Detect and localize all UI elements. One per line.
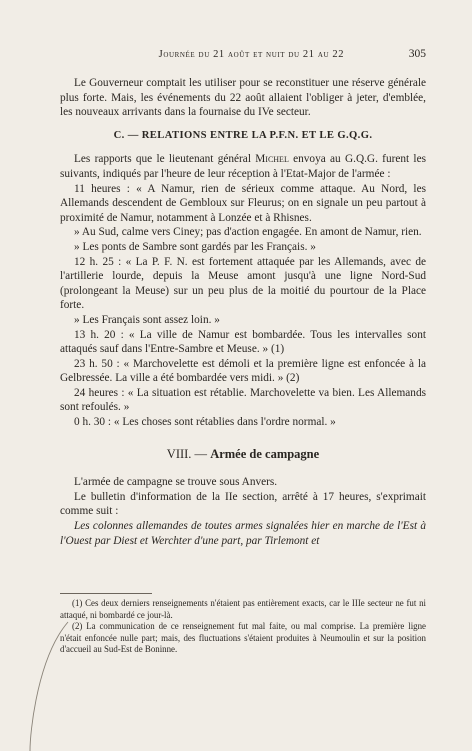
section-c-heading	[60, 129, 426, 144]
report-13h20: 13 h. 20 : « La ville de Namur est bombardée. Tous les intervalles sont attaqués sauf dans l'Entre-Sambre et Meuse. » (1)	[60, 328, 426, 356]
report-12h25-b: est fortement attaquée par les Allemands, avec de l'artillerie lourde, depuis la Meuse amont jusqu'à une ligne Nord-Sud (prolongeant la Meuse) sur un peu plus de la moitié du pourtour de la Place forte.	[60, 255, 426, 312]
report-11h-ponts: » Les ponts de Sambre sont gardés par les Français. »	[74, 240, 316, 253]
running-header	[56, 48, 426, 60]
report-24h: 24 heures : « La situation est rétablie. Marchovelette va bien. Les Allemands sont refoulés. »	[60, 386, 426, 414]
main-text	[60, 76, 426, 548]
report-0h30: 0 h. 30 : « Les choses sont rétablies dans l'ordre normal. »	[74, 416, 336, 429]
report-12h25-pfn: P. F. N.	[151, 255, 188, 268]
report-12h25	[60, 255, 426, 313]
page-number: 305	[408, 48, 426, 60]
relations-intro-b: envoya au G.Q.G. furent les suivants, indiqués par l'heure de leur réception à l'Etat-Major de l'armée :	[60, 153, 426, 180]
section-c-label: C. — RELATIONS ENTRE LA P.F.N. ET LE G.Q.G.	[113, 129, 373, 141]
campagne-p2: Le bulletin d'information de la IIe section, arrêté à 17 heures, s'exprimait comme suit :	[60, 490, 426, 518]
relations-intro-a: Les rapports que le lieutenant général	[74, 153, 256, 166]
footnote-2: (2) La communication de ce renseignement fut mal faite, ou mal comprise. La première ligne n'était enfoncée nulle part; mais, des fluctuations s'étaient produites à Neumoulin et sur la position d'accueil au Sud-Est de Boninne.	[60, 621, 426, 654]
footnote-1: (1) Ces deux derniers renseignements n'étaient pas entièrement exacts, car le IIIe secteur ne fut ni attaqué, ni bombardé ce jour-là.	[60, 598, 426, 620]
report-11h-sud: » Au Sud, calme vers Ciney; pas d'action engagée. En amont de Namur, rien.	[74, 226, 422, 239]
section-viii-title: Armée de campagne	[210, 446, 320, 461]
paragraph-intro: Le Gouverneur comptait les utiliser pour se reconstituer une réserve générale plus forte. Mais, les événements du 22 août allaient l'obliger à jeter, d'emblée, les nouveaux arrivants dans la fournaise du IVe secteur.	[60, 77, 426, 119]
section-viii-roman: VIII. —	[166, 446, 211, 461]
report-12h25-francais: » Les Français sont assez loin. »	[74, 313, 220, 326]
footnotes	[60, 598, 426, 656]
campagne-p1: L'armée de campagne se trouve sous Anvers.	[74, 476, 278, 489]
campagne-p3: Les colonnes allemandes de toutes armes signalées hier en marche de l'Est à l'Ouest par Diest et Werchter d'une part, par Tirlemont et	[60, 520, 426, 547]
report-11h: 11 heures : « A Namur, rien de sérieux comme attaque. Au Nord, les Allemands descendent de Gembloux sur Fleurus; on en signale un peu partout à proximité de Namur, notamment à Lonzée et à Rhisnes.	[60, 182, 426, 224]
running-title: Journée du 21 août et nuit du 21 au 22	[158, 49, 345, 60]
footnote-rule	[60, 593, 152, 594]
general-name: Michel	[255, 153, 289, 166]
report-12h25-a: 12 h. 25 : « La	[74, 255, 152, 268]
report-23h50: 23 h. 50 : « Marchovelette est démoli et la première ligne est enfoncée à la Gelbressée. La ville a été bombardée vers midi. » (2)	[60, 357, 426, 385]
relations-intro	[60, 152, 426, 181]
section-viii-heading	[60, 447, 426, 462]
